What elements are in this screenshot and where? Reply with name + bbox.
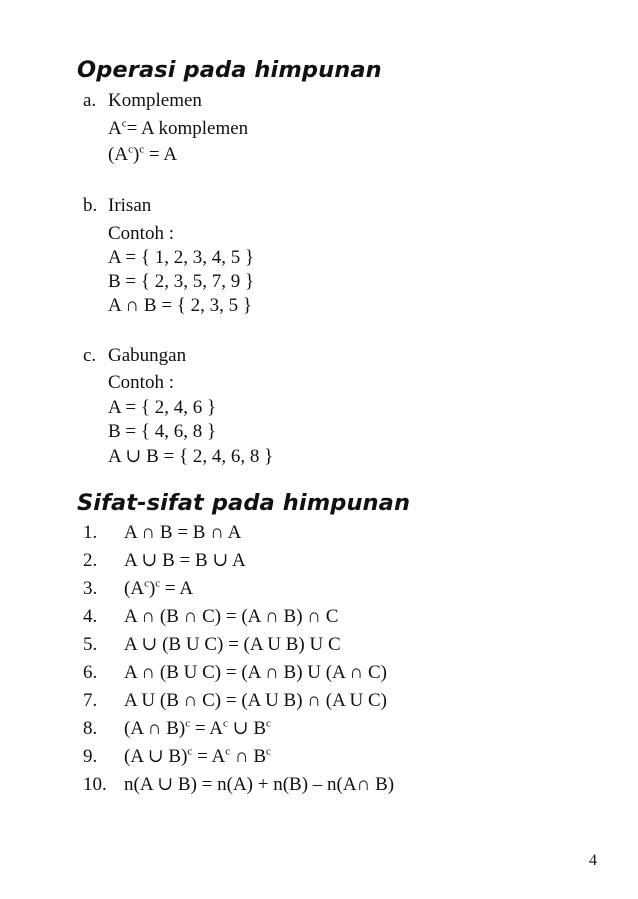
property-10-text: n(A ∪ B) = n(A) + n(B) – n(A∩ B)	[124, 774, 395, 795]
property-3-sup2: c	[155, 577, 161, 590]
double-complement-post: = A	[144, 144, 178, 165]
item-c-label: Gabungan	[108, 345, 187, 366]
property-7-text: A U (B ∩ C) = (A U B) ∩ (A U C)	[124, 690, 387, 711]
property-9-number: 9.	[83, 746, 98, 767]
item-a-marker: a.	[83, 90, 97, 111]
property-3-post: = A	[160, 578, 194, 599]
intersection-set-a: A = { 1, 2, 3, 4, 5 }	[108, 247, 255, 268]
property-9-sup3: c	[266, 745, 271, 758]
property-8-pre: (A ∩ B)	[124, 718, 186, 739]
property-8-mid: = A	[190, 718, 224, 739]
property-9-pre: (A ∪ B)	[124, 746, 188, 767]
union-set-b: B = { 4, 6, 8 }	[108, 421, 217, 442]
item-a-label: Komplemen	[108, 90, 202, 111]
union-set-a: A = { 2, 4, 6 }	[108, 397, 217, 418]
property-8-sup2: c	[223, 717, 228, 730]
section-title-properties: Sifat-sifat pada himpunan	[77, 490, 411, 516]
complement-def-sup: c	[121, 117, 127, 130]
intersection-result: A ∩ B = { 2, 3, 5 }	[108, 295, 253, 316]
item-c-marker: c.	[83, 345, 97, 366]
property-2-text: A ∪ B = B ∪ A	[124, 550, 246, 571]
property-8-text	[124, 718, 271, 740]
property-1-text: A ∩ B = B ∩ A	[124, 522, 242, 543]
complement-def-rest: = A komplemen	[126, 118, 249, 139]
intersection-example-label: Contoh :	[108, 223, 174, 244]
union-example-label: Contoh :	[108, 372, 174, 393]
item-b-marker: b.	[83, 195, 98, 216]
property-4-number: 4.	[83, 606, 98, 627]
property-8-number: 8.	[83, 718, 98, 739]
complement-definition	[108, 118, 248, 140]
double-complement-sup1: c	[128, 143, 133, 156]
property-3-text	[124, 578, 193, 600]
property-8-mid2: ∪ B	[227, 718, 266, 739]
item-b-label: Irisan	[108, 195, 152, 216]
property-10-number: 10.	[83, 774, 107, 795]
property-9-mid: = A	[192, 746, 226, 767]
property-9-sup2: c	[225, 745, 231, 758]
property-3-number: 3.	[83, 578, 98, 599]
property-3-sup1: c	[144, 577, 149, 590]
property-9-sup1: c	[187, 745, 193, 758]
complement-def-base: A	[108, 118, 122, 139]
property-5-number: 5.	[83, 634, 98, 655]
property-9-mid2: ∩ B	[230, 746, 266, 767]
section-title-operations: Operasi pada himpunan	[77, 57, 382, 83]
union-result: A ∪ B = { 2, 4, 6, 8 }	[108, 446, 274, 467]
property-6-text: A ∩ (B U C) = (A ∩ B) U (A ∩ C)	[124, 662, 387, 683]
double-complement-mid: )	[132, 144, 140, 165]
property-3-pre: (A	[124, 578, 145, 599]
property-2-number: 2.	[83, 550, 98, 571]
property-3-mid: )	[148, 578, 156, 599]
double-complement-sup2: c	[139, 143, 145, 156]
intersection-set-b: B = { 2, 3, 5, 7, 9 }	[108, 271, 255, 292]
double-complement	[108, 144, 177, 166]
page-number: 4	[589, 852, 597, 869]
property-7-number: 7.	[83, 690, 98, 711]
property-8-sup3: c	[266, 717, 271, 730]
property-9-text	[124, 746, 271, 768]
property-5-text: A ∪ (B U C) = (A U B) U C	[124, 634, 341, 655]
property-8-sup1: c	[185, 717, 191, 730]
property-6-number: 6.	[83, 662, 98, 683]
property-1-number: 1.	[83, 522, 98, 543]
property-4-text: A ∩ (B ∩ C) = (A ∩ B) ∩ C	[124, 606, 339, 627]
double-complement-pre: (A	[108, 144, 129, 165]
